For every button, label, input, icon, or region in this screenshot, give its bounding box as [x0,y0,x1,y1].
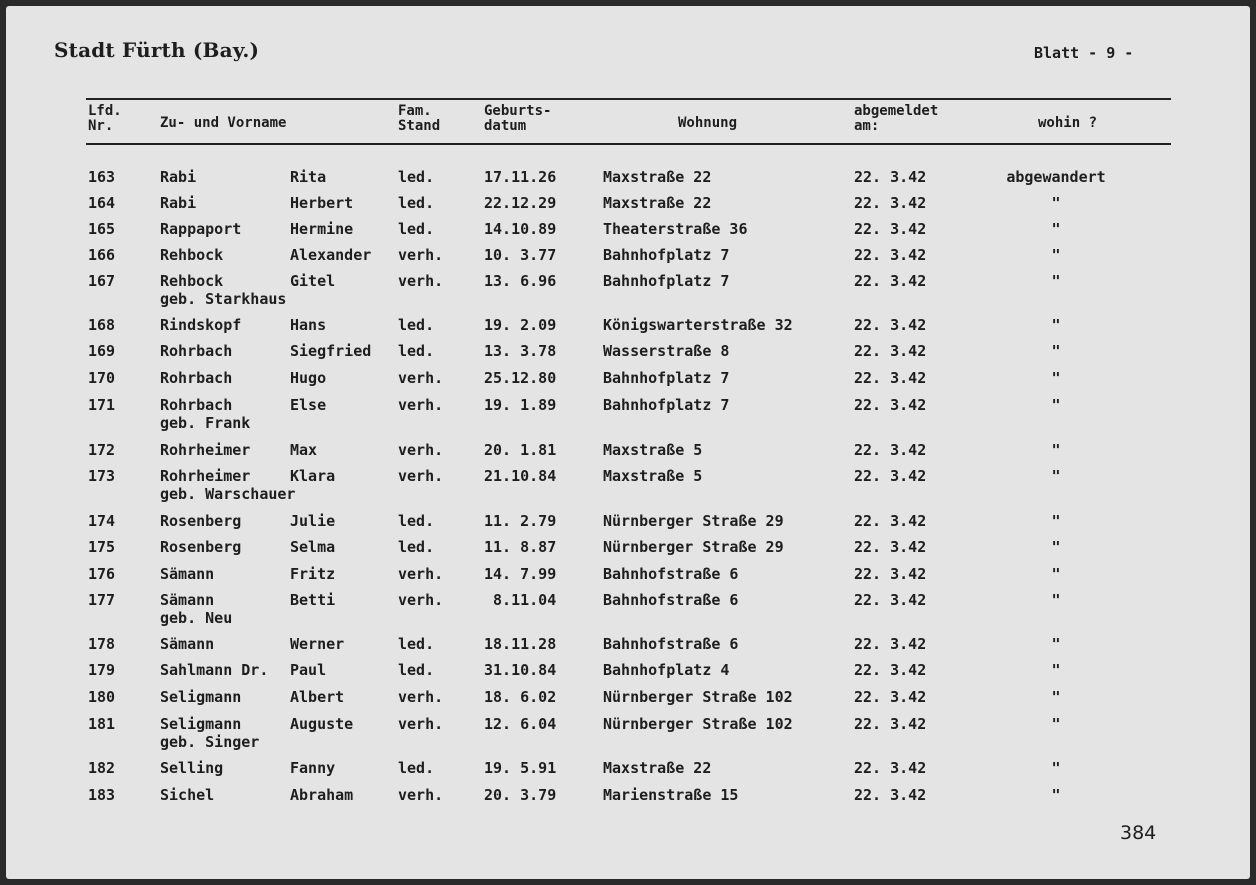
row-number-cell: 172 [88,441,116,459]
destination-cell: " [1051,565,1061,583]
birth-date-cell: 25.12.80 [484,369,557,387]
birth-date-cell: 17.11.26 [484,168,557,186]
row-number-cell: 167 [88,272,116,290]
birth-date-cell: 20. 1.81 [484,441,557,459]
destination-cell: " [1051,512,1061,530]
surname-cell: Seligmann [160,688,242,706]
maiden-name-cell: geb. Neu [160,609,233,627]
address-cell: Maxstraße 22 [603,194,712,212]
deregistration-date-cell: 22. 3.42 [854,272,927,290]
destination-cell: " [1051,246,1061,264]
row-number-cell: 180 [88,688,116,706]
deregistration-date-cell: 22. 3.42 [854,591,927,609]
marital-status-cell: verh. [398,369,444,387]
surname-cell: Rabi [160,194,197,212]
marital-status-cell: verh. [398,441,444,459]
firstname-cell: Hugo [290,369,327,387]
col-wohin: wohin ? [1038,115,1098,131]
marital-status-cell: verh. [398,786,444,804]
address-cell: Maxstraße 22 [603,759,712,777]
maiden-name-cell: geb. Starkhaus [160,290,287,308]
marital-status-cell: led. [398,194,435,212]
deregistration-date-cell: 22. 3.42 [854,168,927,186]
address-cell: Maxstraße 5 [603,467,703,485]
destination-cell: " [1051,441,1061,459]
address-cell: Königswarterstraße 32 [603,316,793,334]
address-cell: Bahnhofplatz 7 [603,369,730,387]
birth-date-cell: 13. 6.96 [484,272,557,290]
destination-cell: " [1051,759,1061,777]
firstname-cell: Abraham [290,786,354,804]
surname-cell: Rabi [160,168,197,186]
destination-cell: abgewandert [1006,168,1106,186]
surname-cell: Rohrheimer [160,467,251,485]
col-wohnung: Wohnung [678,115,738,131]
deregistration-date-cell: 22. 3.42 [854,396,927,414]
address-cell: Wasserstraße 8 [603,342,730,360]
surname-cell: Sahlmann Dr. [160,661,269,679]
deregistration-date-cell: 22. 3.42 [854,467,927,485]
deregistration-date-cell: 22. 3.42 [854,715,927,733]
deregistration-date-cell: 22. 3.42 [854,246,927,264]
birth-date-cell: 18. 6.02 [484,688,557,706]
firstname-cell: Rita [290,168,327,186]
deregistration-date-cell: 22. 3.42 [854,635,927,653]
address-cell: Bahnhofplatz 7 [603,396,730,414]
row-number-cell: 169 [88,342,116,360]
surname-cell: Rehbock [160,272,224,290]
birth-date-cell: 11. 8.87 [484,538,557,556]
table-header-rule [86,143,1171,145]
col-fam-stand: Fam. Stand [398,103,441,134]
table-top-rule [86,98,1171,100]
row-number-cell: 166 [88,246,116,264]
deregistration-date-cell: 22. 3.42 [854,369,927,387]
birth-date-cell: 20. 3.79 [484,786,557,804]
birth-date-cell: 14. 7.99 [484,565,557,583]
deregistration-date-cell: 22. 3.42 [854,661,927,679]
deregistration-date-cell: 22. 3.42 [854,538,927,556]
destination-cell: " [1051,369,1061,387]
birth-date-cell: 22.12.29 [484,194,557,212]
row-number-cell: 181 [88,715,116,733]
deregistration-date-cell: 22. 3.42 [854,342,927,360]
deregistration-date-cell: 22. 3.42 [854,220,927,238]
address-cell: Maxstraße 5 [603,441,703,459]
firstname-cell: Betti [290,591,336,609]
marital-status-cell: led. [398,512,435,530]
sheet-number: Blatt - 9 - [1034,44,1134,62]
row-number-cell: 179 [88,661,116,679]
row-number-cell: 174 [88,512,116,530]
maiden-name-cell: geb. Frank [160,414,251,432]
address-cell: Bahnhofplatz 4 [603,661,730,679]
birth-date-cell: 19. 1.89 [484,396,557,414]
deregistration-date-cell: 22. 3.42 [854,316,927,334]
surname-cell: Sämann [160,565,215,583]
surname-cell: Sichel [160,786,215,804]
marital-status-cell: led. [398,168,435,186]
marital-status-cell: led. [398,759,435,777]
row-number-cell: 173 [88,467,116,485]
birth-date-cell: 8.11.04 [484,591,557,609]
birth-date-cell: 10. 3.77 [484,246,557,264]
surname-cell: Selling [160,759,224,777]
table-row [6,786,1250,830]
deregistration-date-cell: 22. 3.42 [854,194,927,212]
maiden-name-cell: geb. Singer [160,733,260,751]
address-cell: Bahnhofstraße 6 [603,635,739,653]
destination-cell: " [1051,538,1061,556]
row-number-cell: 163 [88,168,116,186]
address-cell: Bahnhofplatz 7 [603,246,730,264]
birth-date-cell: 18.11.28 [484,635,557,653]
birth-date-cell: 19. 5.91 [484,759,557,777]
destination-cell: " [1051,316,1061,334]
birth-date-cell: 21.10.84 [484,467,557,485]
row-number-cell: 165 [88,220,116,238]
table-row [6,467,1250,511]
destination-cell: " [1051,220,1061,238]
marital-status-cell: verh. [398,715,444,733]
firstname-cell: Albert [290,688,345,706]
surname-cell: Rohrheimer [160,441,251,459]
firstname-cell: Fanny [290,759,336,777]
col-abgemeldet: abgemeldet am: [854,103,939,134]
destination-cell: " [1051,272,1061,290]
marital-status-cell: verh. [398,688,444,706]
destination-cell: " [1051,342,1061,360]
firstname-cell: Max [290,441,318,459]
surname-cell: Rohrbach [160,396,233,414]
firstname-cell: Siegfried [290,342,372,360]
deregistration-date-cell: 22. 3.42 [854,786,927,804]
col-lfd-nr: Lfd. Nr. [88,103,122,134]
row-number-cell: 177 [88,591,116,609]
table-row [6,591,1250,635]
table-row [6,396,1250,440]
address-cell: Nürnberger Straße 29 [603,512,784,530]
address-cell: Marienstraße 15 [603,786,739,804]
birth-date-cell: 12. 6.04 [484,715,557,733]
birth-date-cell: 13. 3.78 [484,342,557,360]
surname-cell: Rohrbach [160,342,233,360]
firstname-cell: Herbert [290,194,354,212]
firstname-cell: Auguste [290,715,354,733]
marital-status-cell: led. [398,220,435,238]
surname-cell: Sämann [160,635,215,653]
col-geburtsdatum: Geburts- datum [484,103,552,134]
deregistration-date-cell: 22. 3.42 [854,512,927,530]
surname-cell: Rohrbach [160,369,233,387]
firstname-cell: Hermine [290,220,354,238]
destination-cell: " [1051,467,1061,485]
firstname-cell: Fritz [290,565,336,583]
address-cell: Nürnberger Straße 102 [603,688,793,706]
deregistration-date-cell: 22. 3.42 [854,688,927,706]
destination-cell: " [1051,715,1061,733]
table-row [6,715,1250,759]
marital-status-cell: verh. [398,272,444,290]
marital-status-cell: verh. [398,467,444,485]
destination-cell: " [1051,635,1061,653]
document-sheet [6,6,1250,879]
address-cell: Maxstraße 22 [603,168,712,186]
row-number-cell: 183 [88,786,116,804]
deregistration-date-cell: 22. 3.42 [854,565,927,583]
row-number-cell: 171 [88,396,116,414]
address-cell: Nürnberger Straße 29 [603,538,784,556]
destination-cell: " [1051,194,1061,212]
marital-status-cell: verh. [398,246,444,264]
marital-status-cell: led. [398,661,435,679]
surname-cell: Sämann [160,591,215,609]
marital-status-cell: led. [398,538,435,556]
table-row [6,272,1250,316]
row-number-cell: 168 [88,316,116,334]
birth-date-cell: 19. 2.09 [484,316,557,334]
marital-status-cell: led. [398,316,435,334]
row-number-cell: 182 [88,759,116,777]
address-cell: Theaterstraße 36 [603,220,748,238]
destination-cell: " [1051,786,1061,804]
firstname-cell: Gitel [290,272,336,290]
marital-status-cell: verh. [398,396,444,414]
destination-cell: " [1051,688,1061,706]
row-number-cell: 178 [88,635,116,653]
firstname-cell: Hans [290,316,327,334]
firstname-cell: Julie [290,512,336,530]
marital-status-cell: verh. [398,565,444,583]
surname-cell: Rehbock [160,246,224,264]
surname-cell: Rappaport [160,220,242,238]
col-name: Zu- und Vorname [160,115,287,131]
destination-cell: " [1051,591,1061,609]
address-cell: Nürnberger Straße 102 [603,715,793,733]
marital-status-cell: led. [398,635,435,653]
firstname-cell: Werner [290,635,345,653]
deregistration-date-cell: 22. 3.42 [854,759,927,777]
address-cell: Bahnhofstraße 6 [603,591,739,609]
firstname-cell: Paul [290,661,327,679]
row-number-cell: 164 [88,194,116,212]
page-number: 384 [1120,822,1157,844]
destination-cell: " [1051,661,1061,679]
marital-status-cell: led. [398,342,435,360]
address-cell: Bahnhofplatz 7 [603,272,730,290]
deregistration-date-cell: 22. 3.42 [854,441,927,459]
city-header: Stadt Fürth (Bay.) [54,38,260,62]
address-cell: Bahnhofstraße 6 [603,565,739,583]
surname-cell: Rindskopf [160,316,242,334]
maiden-name-cell: geb. Warschauer [160,485,296,503]
surname-cell: Rosenberg [160,512,242,530]
row-number-cell: 170 [88,369,116,387]
birth-date-cell: 31.10.84 [484,661,557,679]
firstname-cell: Else [290,396,327,414]
row-number-cell: 175 [88,538,116,556]
surname-cell: Seligmann [160,715,242,733]
firstname-cell: Alexander [290,246,372,264]
firstname-cell: Selma [290,538,336,556]
marital-status-cell: verh. [398,591,444,609]
birth-date-cell: 11. 2.79 [484,512,557,530]
row-number-cell: 176 [88,565,116,583]
surname-cell: Rosenberg [160,538,242,556]
birth-date-cell: 14.10.89 [484,220,557,238]
firstname-cell: Klara [290,467,336,485]
destination-cell: " [1051,396,1061,414]
